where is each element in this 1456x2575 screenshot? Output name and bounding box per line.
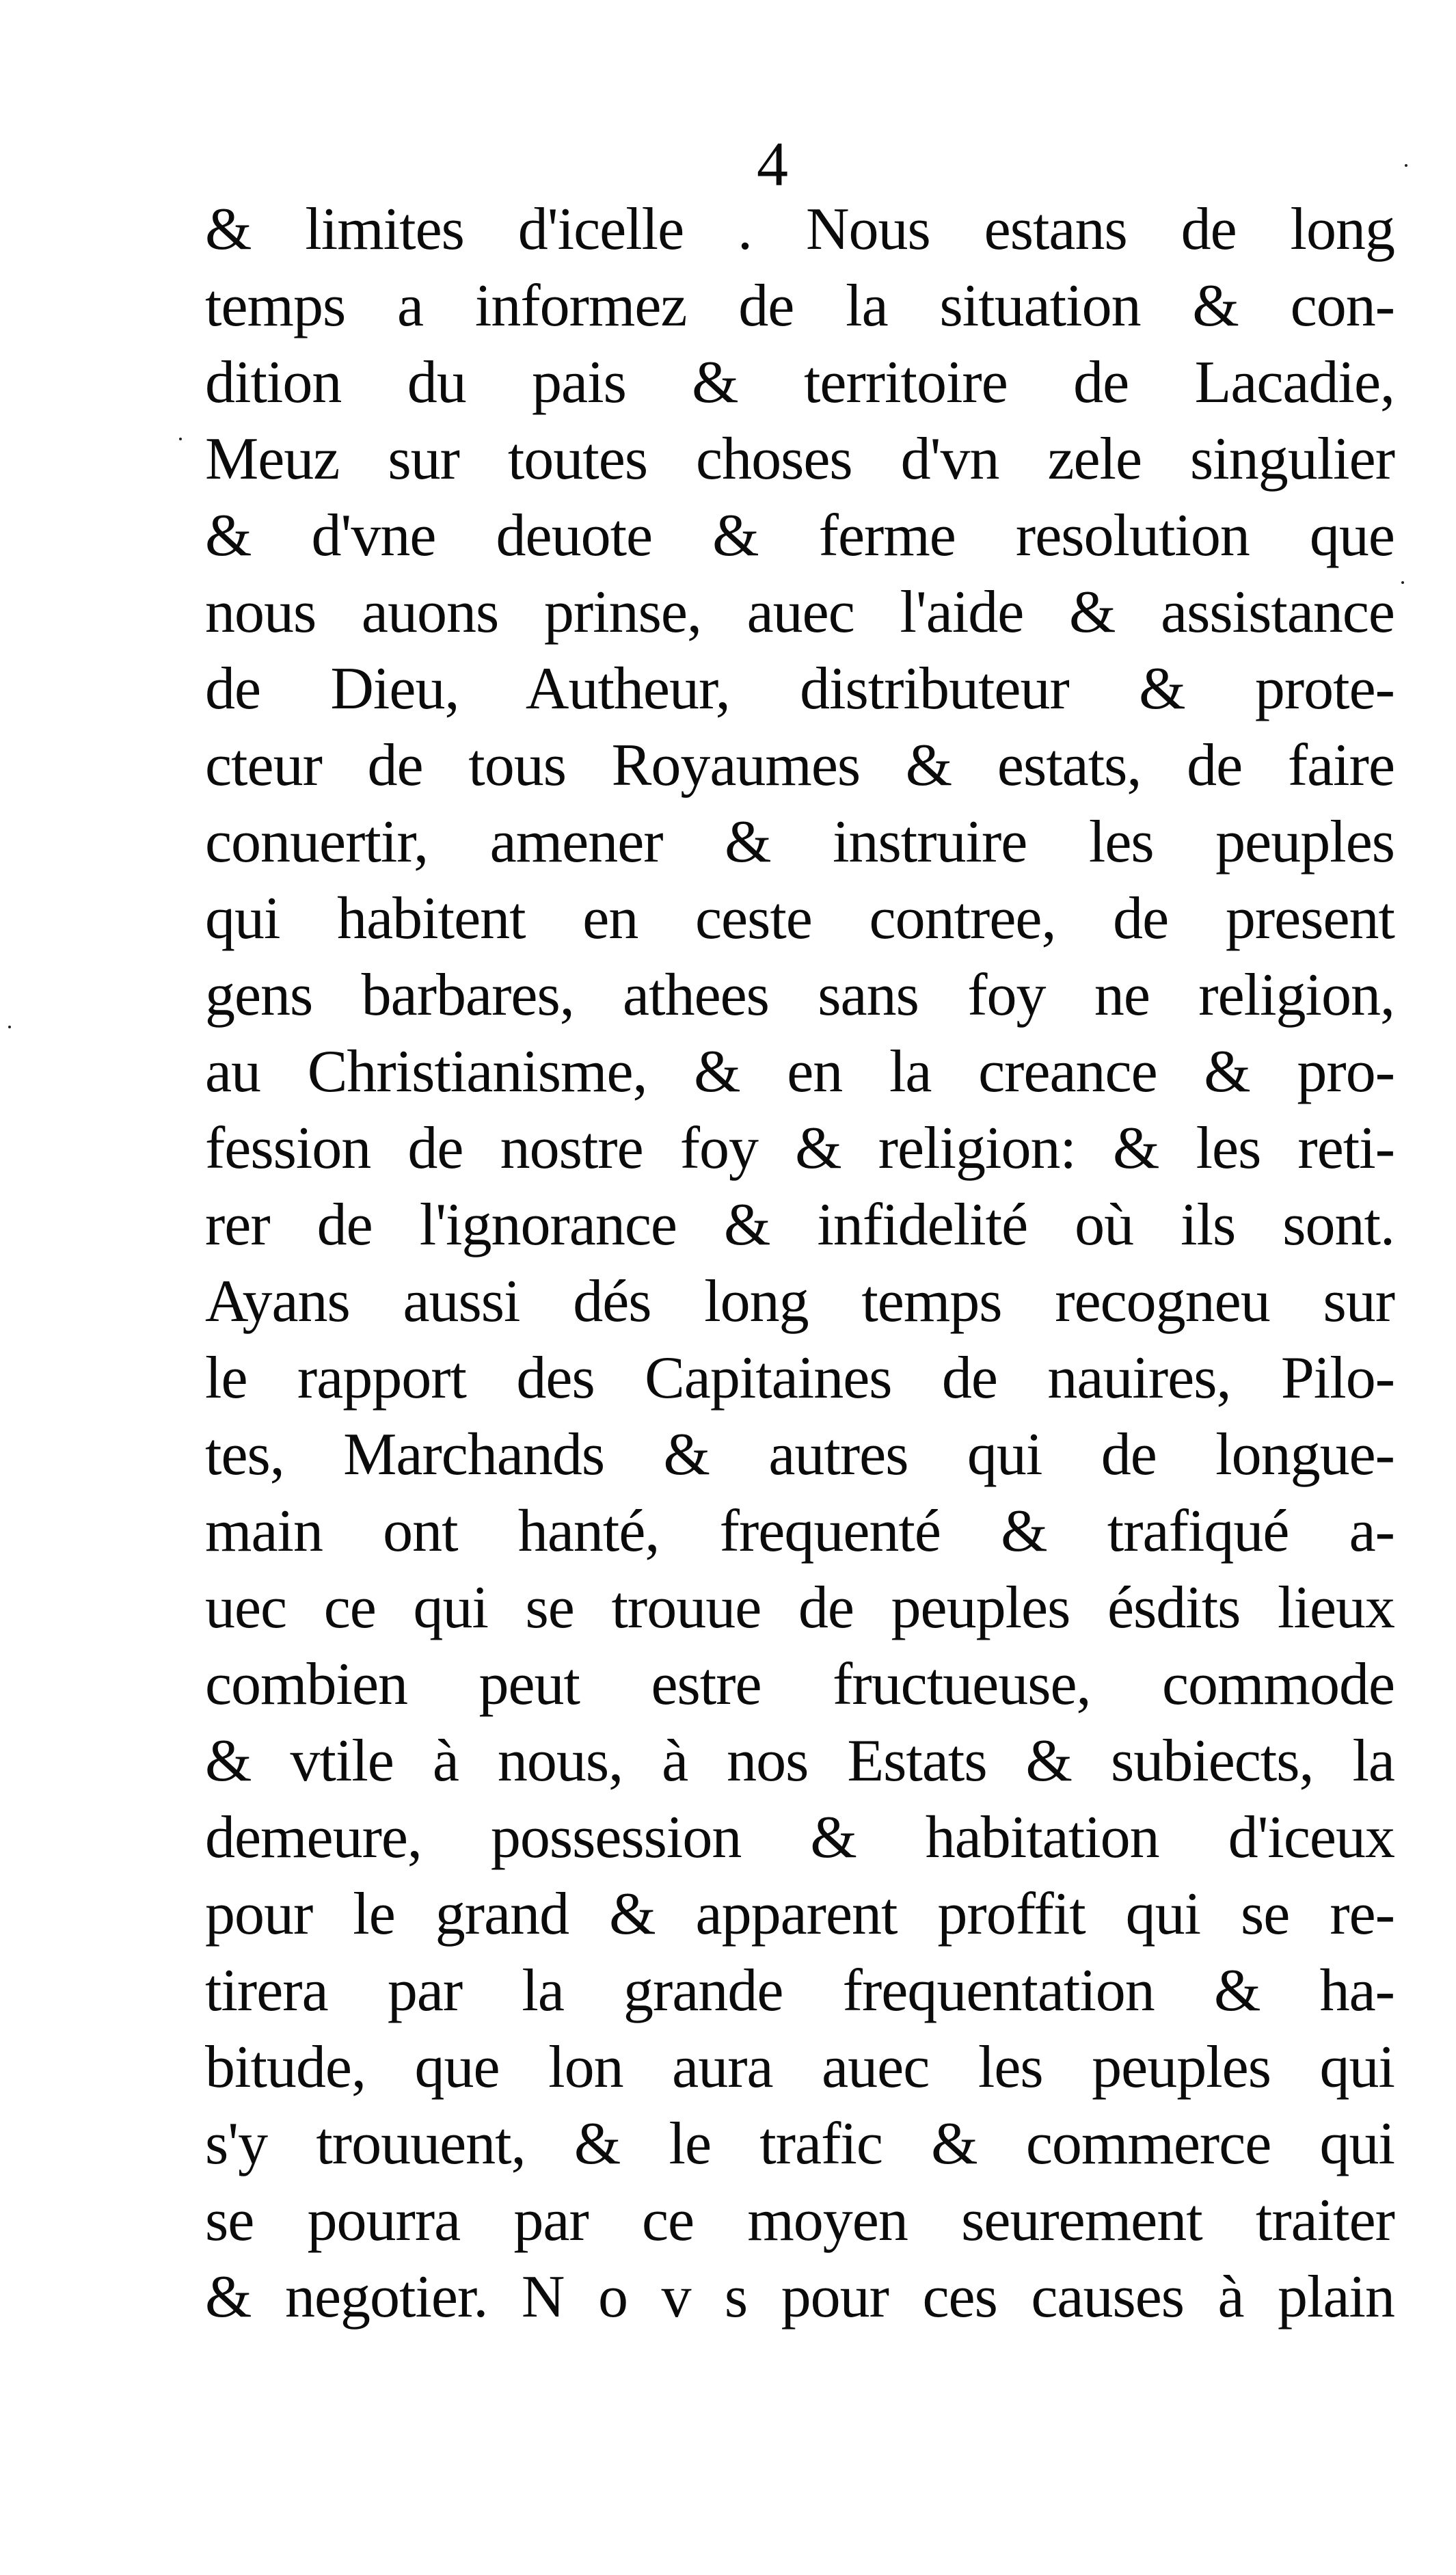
text-line: temps a informez de la situation & con-	[205, 273, 1394, 339]
body-text	[205, 191, 1394, 2336]
text-line: fession de nostre foy & religion: & les reti-	[205, 1115, 1394, 1182]
text-line: & negotier. N o v s pour ces causes à plain	[205, 2264, 1394, 2330]
text-line: nous auons prinse, auec l'aide & assistance	[205, 579, 1394, 645]
text-line: dition du pais & territoire de Lacadie,	[205, 349, 1394, 416]
text-line: rer de l'ignorance & infidelité où ils sont.	[205, 1192, 1394, 1258]
ink-speck	[1401, 581, 1404, 584]
page-number: 4	[757, 129, 788, 199]
text-line: Ayans aussi dés long temps recogneu sur	[205, 1268, 1394, 1335]
text-line: tirera par la grande frequentation & ha-	[205, 1958, 1394, 2024]
text-line: & vtile à nous, à nos Estats & subiects, la	[205, 1728, 1394, 1794]
text-line: au Christianisme, & en la creance & pro-	[205, 1039, 1394, 1105]
text-line: se pourra par ce moyen seurement traiter	[205, 2187, 1394, 2254]
text-line: & limites d'icelle . Nous estans de long	[205, 196, 1394, 263]
text-line: tes, Marchands & autres qui de longue-	[205, 1422, 1394, 1488]
text-line: Meuz sur toutes choses d'vn zele singulier	[205, 426, 1394, 492]
text-line: le rapport des Capitaines de nauires, Pilo-	[205, 1345, 1394, 1411]
text-line: de Dieu, Autheur, distributeur & prote-	[205, 656, 1394, 722]
ink-speck	[179, 438, 182, 440]
text-line: s'y trouuent, & le trafic & commerce qui	[205, 2111, 1394, 2177]
text-line: main ont hanté, frequenté & trafiqué a-	[205, 1498, 1394, 1564]
text-line: & d'vne deuote & ferme resolution que	[205, 503, 1394, 569]
ink-speck	[1405, 164, 1407, 167]
text-line: demeure, possession & habitation d'iceux	[205, 1804, 1394, 1871]
text-line: gens barbares, athees sans foy ne religion,	[205, 962, 1394, 1028]
text-line: qui habitent en ceste contree, de present	[205, 885, 1394, 952]
text-line: uec ce qui se trouue de peuples ésdits lieux	[205, 1575, 1394, 1641]
text-line: cteur de tous Royaumes & estats, de faire	[205, 732, 1394, 799]
text-line: combien peut estre fructueuse, commode	[205, 1651, 1394, 1718]
text-line: conuertir, amener & instruire les peuples	[205, 809, 1394, 875]
text-line: pour le grand & apparent proffit qui se re-	[205, 1881, 1394, 1947]
ink-speck	[8, 1026, 11, 1028]
text-line: bitude, que lon aura auec les peuples qui	[205, 2034, 1394, 2100]
